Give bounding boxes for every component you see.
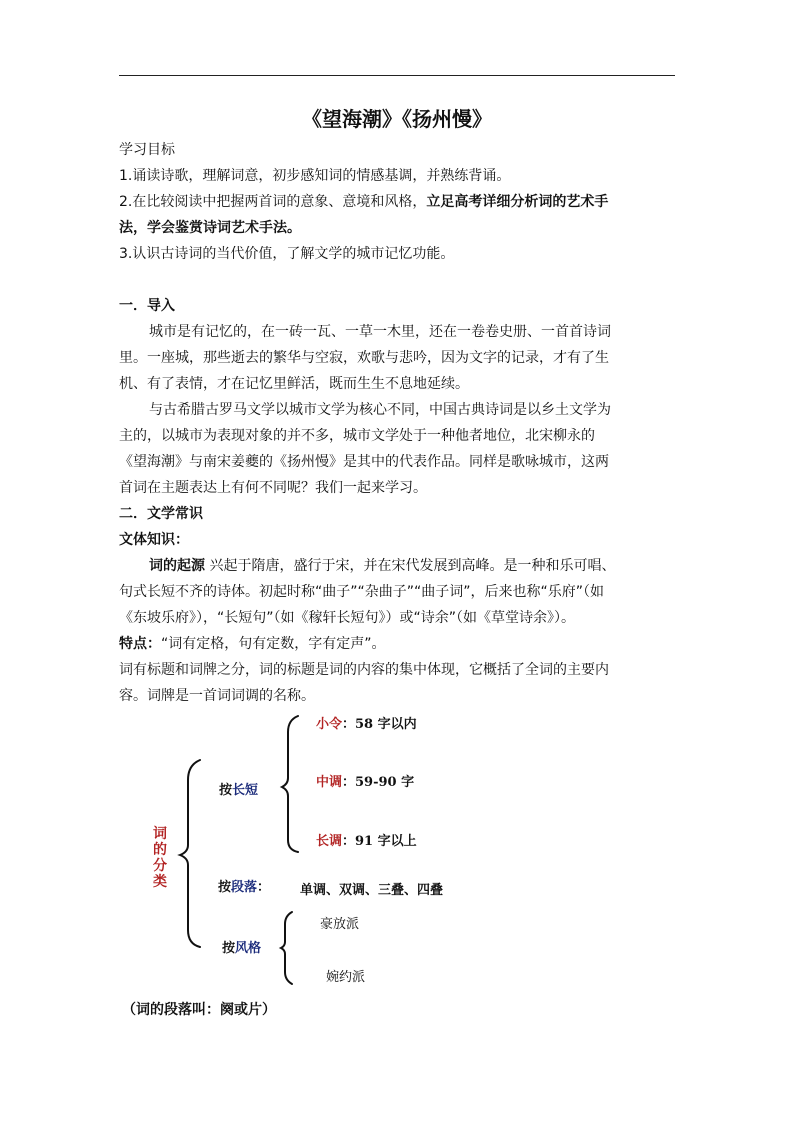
objective-2-bold: 立足高考详细分析词的艺术手 — [426, 194, 609, 210]
root-brace — [180, 760, 200, 947]
page-title: 《望海潮》《扬州慢》 — [302, 107, 492, 131]
mid-lyric: 中调：59-90 字 — [316, 775, 415, 790]
feature-text: “词有定格，句有定数，字有定声”。 — [161, 636, 386, 652]
length-brace — [282, 716, 298, 852]
section1-heading: 一．导入 — [119, 298, 175, 314]
intro-p1-line1: 城市是有记忆的，在一砖一瓦、一草一木里，还在一卷卷史册、一首首诗词 — [149, 324, 611, 340]
section2-heading: 二．文学常识 — [119, 506, 203, 522]
origin-line3: 《东坡乐府》），“长短句”（如《稼轩长短句》）或“诗余”（如《草堂诗余》）。 — [119, 610, 576, 626]
objective-2-cont: 法，学会鉴赏诗词艺术手法。 — [119, 220, 301, 236]
feature-label: 特点： — [119, 636, 161, 652]
origin-label: 词的起源 — [149, 558, 205, 574]
genre-subheading: 文体知识： — [119, 532, 189, 548]
intro-p2-line1: 与古希腊古罗马文学以城市文学为核心不同，中国古典诗词是以乡土文学为 — [149, 402, 611, 418]
intro-p2-line2: 主的，以城市为表现对象的并不多，城市文学处于一种他者地位，北宋柳永的 — [119, 428, 595, 444]
objective-2-text: 2.在比较阅读中把握两首词的意象、意境和风格， — [119, 194, 427, 210]
short-lyric: 小令：58 字以内 — [316, 717, 417, 732]
objectives-heading: 学习目标 — [119, 142, 175, 158]
by-length-label: 按长短 — [219, 783, 259, 798]
style-brace — [281, 912, 292, 984]
tree-root-label: 词 的 分 类 — [153, 826, 167, 890]
note-line2: 容。词牌是一首词词调的名称。 — [119, 688, 315, 704]
intro-p1-line2: 里。一座城，那些逝去的繁华与空寂，欢歌与悲吟，因为文字的记录，才有了生 — [119, 350, 609, 366]
intro-p2-line3: 《望海潮》与南宋姜夔的《扬州慢》是其中的代表作品。同样是歌咏城市，这两 — [119, 454, 609, 470]
by-section-label: 按段落： — [218, 880, 271, 895]
origin-text: 兴起于隋唐，盛行于宋，并在宋代发展到高峰。是一种和乐可唱、 — [205, 558, 616, 574]
style-bold-school: 豪放派 — [320, 917, 360, 932]
intro-p1-line3: 机、有了表情，才在记忆里鲜活，既而生生不息地延续。 — [119, 376, 469, 392]
objective-1: 1.诵读诗歌，理解词意，初步感知词的情感基调，并熟练背诵。 — [119, 168, 511, 184]
long-lyric: 长调：91 字以上 — [316, 834, 417, 849]
objective-3: 3.认识古诗词的当代价值，了解文学的城市记忆功能。 — [119, 246, 455, 262]
origin-line2: 句式长短不齐的诗体。初起时称“曲子”“杂曲子”“曲子词”，后来也称“乐府”（如 — [119, 584, 605, 600]
intro-p2-line4: 首词在主题表达上有何不同呢？我们一起来学习。 — [119, 480, 427, 496]
section-types: 单调、双调、三叠、四叠 — [300, 883, 444, 898]
style-graceful-school: 婉约派 — [326, 970, 366, 985]
by-style-label: 按风格 — [222, 941, 262, 956]
footnote: （词的段落叫：阕或片） — [122, 1002, 276, 1018]
note-line1: 词有标题和词牌之分，词的标题是词的内容的集中体现，它概括了全词的主要内 — [119, 662, 609, 678]
